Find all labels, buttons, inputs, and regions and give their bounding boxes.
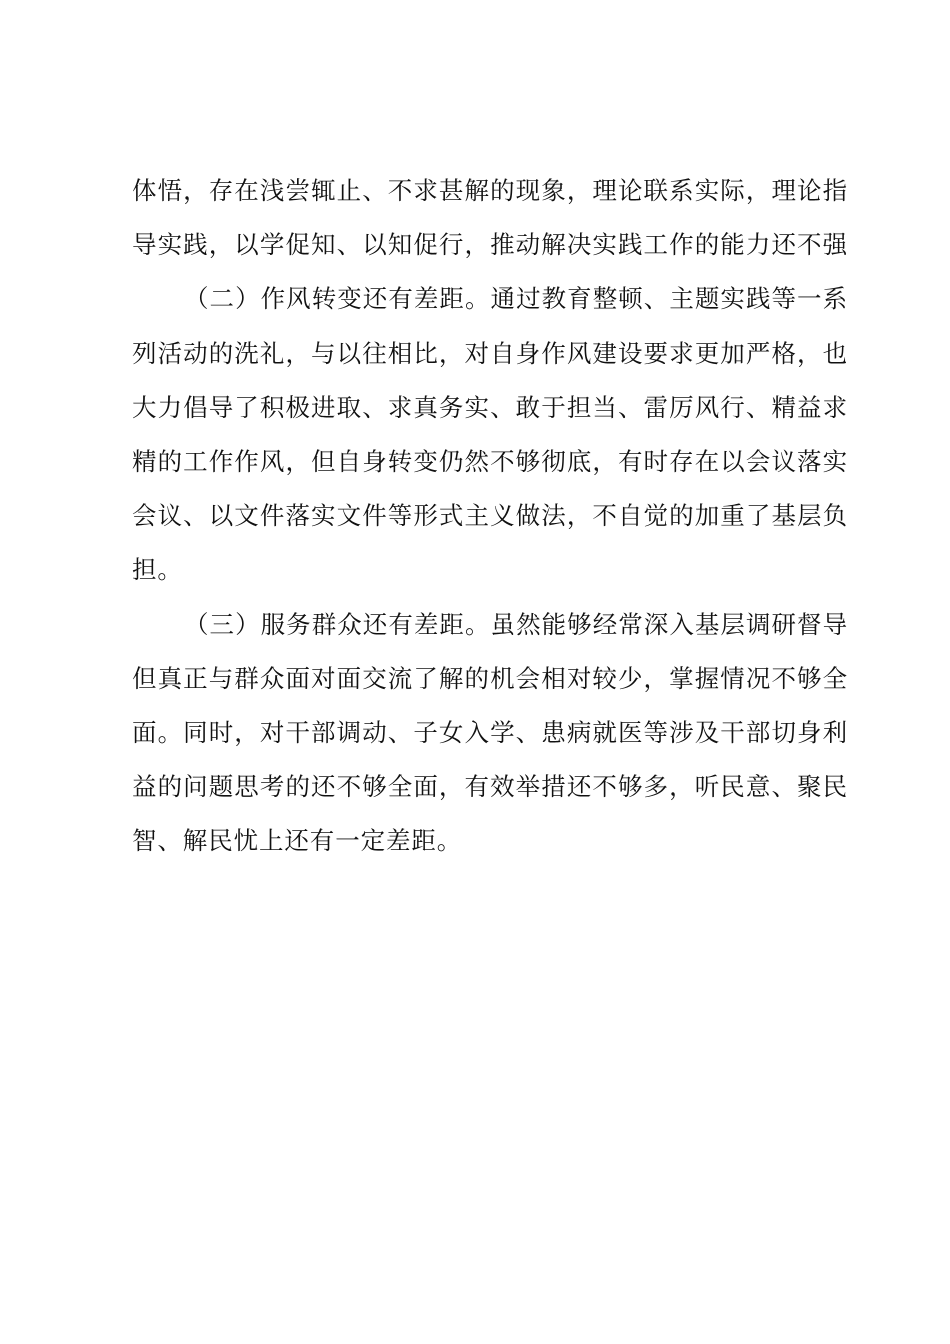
paragraph-serving-masses <box>132 598 848 869</box>
text-line: 导实践，以学促知、以知促行，推动解决实践工作的能力还不强 <box>132 230 848 260</box>
text-line: 会议、以文件落实文件等形式主义做法，不自觉的加重了基层负 <box>132 501 848 531</box>
text-line: 列活动的洗礼，与以往相比，对自身作风建设要求更加严格，也 <box>132 338 848 368</box>
text-line: 但真正与群众面对面交流了解的机会相对较少，掌握情况不够全 <box>132 663 848 693</box>
paragraph-theory-practice <box>132 164 848 272</box>
text-line: 体悟，存在浅尝辄止、不求甚解的现象，理论联系实际，理论指 <box>132 176 848 205</box>
text-line: （三）服务群众还有差距。虽然能够经常深入基层调研督导 <box>184 609 848 639</box>
text-line: 担。 <box>132 555 183 585</box>
text-line: （二）作风转变还有差距。通过教育整顿、主题实践等一系 <box>184 284 848 314</box>
document-body <box>132 164 848 869</box>
text-line: 大力倡导了积极进取、求真务实、敢于担当、雷厉风行、精益求 <box>132 392 848 422</box>
text-line: 精的工作作风，但自身转变仍然不够彻底，有时存在以会议落实 <box>132 447 848 477</box>
text-line: 益的问题思考的还不够全面，有效举措还不够多，听民意、聚民 <box>132 772 848 802</box>
text-line: 面。同时，对干部调动、子女入学、患病就医等涉及干部切身利 <box>132 718 848 748</box>
paragraph-work-style <box>132 272 848 597</box>
text-line: 智、解民忧上还有一定差距。 <box>132 826 463 856</box>
